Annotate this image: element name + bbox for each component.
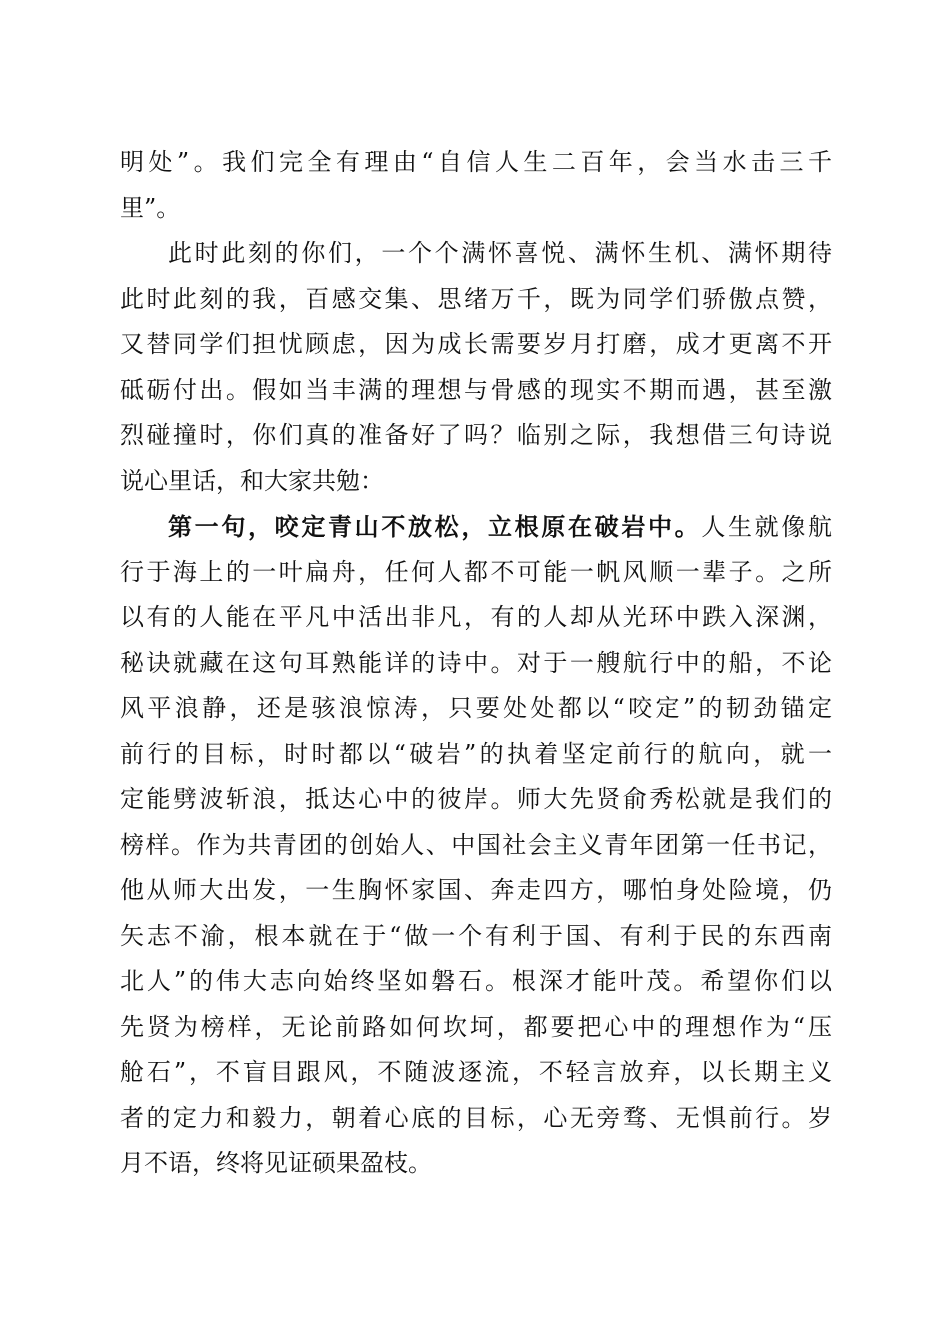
- text-line: 此时此刻的你们，一个个满怀喜悦、满怀生机、满怀期待: [168, 239, 832, 267]
- text-line: 又替同学们担忧顾虑，因为成长需要岁月打磨，成才更离不开: [120, 330, 832, 358]
- text-line: 舱石”，不盲目跟风，不随波逐流，不轻言放弃，以长期主义: [120, 1058, 832, 1086]
- text-line: 前行的目标，时时都以“破岩”的执着坚定前行的航向，就一: [120, 739, 832, 768]
- text-line: 砥砺付出。假如当丰满的理想与骨感的现实不期而遇，甚至激: [120, 375, 832, 404]
- paragraph-3: [120, 504, 832, 1187]
- text-line: 矢志不渝，根本就在于“做一个有利于国、有利于民的东西南: [120, 921, 832, 950]
- text-line: 里”。: [120, 193, 181, 222]
- text-line: 以有的人能在平凡中活出非凡，有的人却从光环中跌入深渊，: [120, 603, 832, 631]
- bold-heading-sentence: 第一句，咬定青山不放松，立根原在破岩中。: [168, 512, 702, 541]
- paragraph-2: [120, 231, 832, 504]
- text-run: 人生就像航: [701, 513, 833, 541]
- text-line: 定能劈波斩浪，抵达心中的彼岸。师大先贤俞秀松就是我们的: [120, 785, 832, 813]
- text-line: 烈碰撞时，你们真的准备好了吗？临别之际，我想借三句诗说: [120, 421, 832, 449]
- text-line: 此时此刻的我，百感交集、思绪万千，既为同学们骄傲点赞，: [120, 284, 832, 313]
- text-line: 他从师大出发，一生胸怀家国、奔走四方，哪怕身处险境，仍: [120, 876, 832, 904]
- text-line: 说心里话，和大家共勉：: [120, 466, 384, 495]
- text-line: [120, 504, 832, 550]
- text-line: 者的定力和毅力，朝着心底的目标，心无旁骛、无惧前行。岁: [120, 1103, 832, 1132]
- text-line: 先贤为榜样，无论前路如何坎坷，都要把心中的理想作为“压: [120, 1012, 832, 1041]
- text-line: 明处”。我们完全有理由“自信人生二百年，会当水击三千: [120, 148, 832, 176]
- text-line: 秘诀就藏在这句耳熟能详的诗中。对于一艘航行中的船，不论: [120, 648, 832, 677]
- document-body: [120, 140, 832, 1187]
- text-line: 榜样。作为共青团的创始人、中国社会主义青年团第一任书记，: [120, 830, 832, 859]
- paragraph-1: [120, 140, 832, 231]
- text-line: 月不语，终将见证硕果盈枝。: [120, 1149, 432, 1177]
- text-line: 风平浪静，还是骇浪惊涛，只要处处都以“咬定”的韧劲锚定: [120, 694, 832, 722]
- text-line: 行于海上的一叶扁舟，任何人都不可能一帆风顺一辈子。之所: [120, 557, 832, 586]
- text-line: 北人”的伟大志向始终坚如磐石。根深才能叶茂。希望你们以: [120, 967, 832, 995]
